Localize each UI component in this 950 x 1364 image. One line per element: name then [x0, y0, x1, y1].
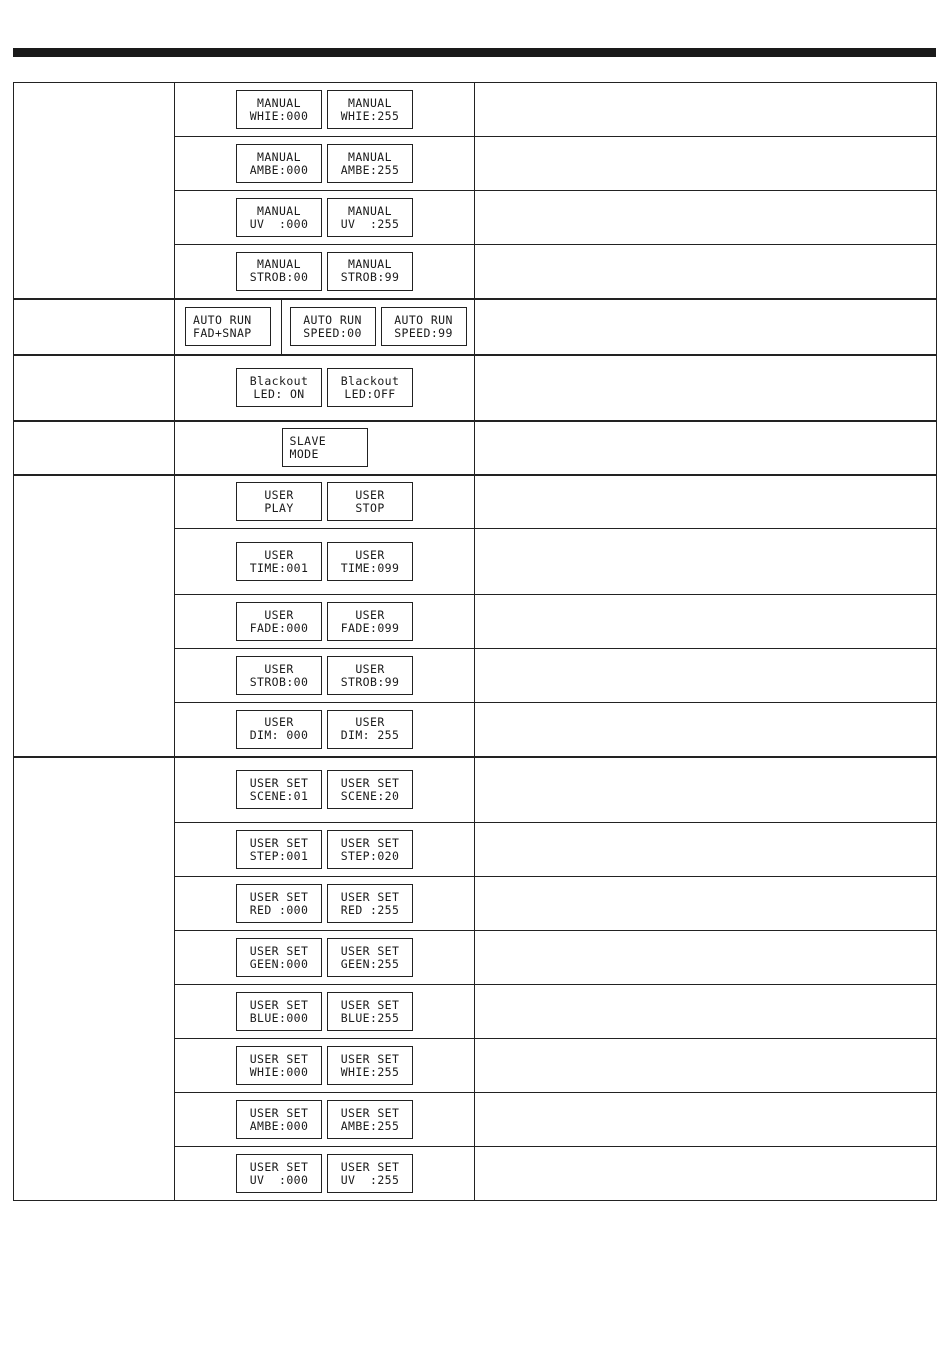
lcd-line-bottom: SCENE:01: [249, 788, 309, 803]
lcd-line-bottom: MODE: [289, 446, 319, 461]
lcd-line-top: USER SET: [340, 1051, 400, 1066]
lcd-display: [236, 656, 322, 695]
lcd-line-top: AUTO RUN: [394, 312, 453, 327]
lcd-line-top: USER SET: [249, 889, 309, 904]
display-cell: [175, 191, 475, 245]
header-bar: [13, 48, 936, 57]
lcd-line-top: MANUAL: [257, 95, 301, 110]
lcd-line-bottom: STROB:99: [340, 270, 400, 285]
lcd-line-bottom: BLUE:000: [249, 1010, 309, 1025]
lcd-display: [236, 542, 322, 581]
lcd-line-top: AUTO RUN: [303, 312, 362, 327]
lcd-display: [236, 1154, 322, 1193]
display-cell: [175, 83, 475, 137]
lcd-line-top: Blackout: [340, 373, 400, 388]
display-cell: [175, 931, 475, 985]
display-cell: [175, 757, 475, 823]
lcd-display: [236, 90, 322, 129]
description-cell: [475, 421, 937, 475]
lcd-line-top: USER: [355, 487, 385, 502]
lcd-display: [236, 1100, 322, 1139]
lcd-line-top: USER SET: [249, 1159, 309, 1174]
lcd-line-bottom: STROB:00: [249, 674, 309, 689]
lcd-display: [327, 90, 413, 129]
lcd-display: [236, 368, 322, 407]
lcd-line-top: USER: [264, 607, 294, 622]
lcd-line-bottom: RED :255: [340, 902, 400, 917]
lcd-display: [236, 252, 322, 291]
lcd-display: [236, 884, 322, 923]
display-cell: [175, 1147, 475, 1201]
lcd-display: [236, 710, 322, 749]
lcd-line-bottom: STEP:001: [249, 848, 309, 863]
display-cell: [175, 299, 475, 355]
lcd-display: [236, 198, 322, 237]
lcd-line-bottom: TIME:099: [340, 560, 400, 575]
table-row: [14, 355, 937, 421]
description-cell: [475, 931, 937, 985]
lcd-display: [327, 144, 413, 183]
lcd-display: [185, 307, 271, 346]
lcd-line-top: MANUAL: [348, 149, 392, 164]
lcd-line-top: USER: [355, 547, 385, 562]
lcd-line-top: USER SET: [249, 775, 309, 790]
lcd-line-top: MANUAL: [257, 203, 301, 218]
function-cell: [14, 83, 175, 299]
lcd-display: [327, 542, 413, 581]
lcd-line-bottom: STEP:020: [340, 848, 400, 863]
lcd-display: [236, 482, 322, 521]
lcd-display: [327, 368, 413, 407]
lcd-line-bottom: AMBE:000: [249, 162, 309, 177]
lcd-display: [381, 307, 467, 346]
description-cell: [475, 83, 937, 137]
lcd-line-top: USER: [355, 607, 385, 622]
description-cell: [475, 985, 937, 1039]
lcd-line-bottom: GEEN:000: [249, 956, 309, 971]
lcd-line-bottom: BLUE:255: [340, 1010, 400, 1025]
display-cell: [175, 703, 475, 757]
lcd-line-top: MANUAL: [257, 257, 301, 272]
lcd-line-bottom: AMBE:000: [249, 1118, 309, 1133]
lcd-line-bottom: SPEED:00: [303, 325, 362, 340]
table-row: [14, 299, 937, 355]
lcd-display: [327, 938, 413, 977]
lcd-line-top: USER: [264, 547, 294, 562]
lcd-line-top: USER SET: [249, 1105, 309, 1120]
lcd-line-bottom: UV :000: [249, 216, 309, 231]
lcd-line-bottom: TIME:001: [249, 560, 309, 575]
display-cell: [175, 355, 475, 421]
lcd-line-top: USER SET: [340, 889, 400, 904]
lcd-display: [327, 992, 413, 1031]
table-row: [14, 421, 937, 475]
description-cell: [475, 475, 937, 529]
lcd-line-bottom: FADE:099: [340, 620, 400, 635]
description-cell: [475, 595, 937, 649]
lcd-display: [327, 884, 413, 923]
lcd-line-bottom: WHIE:255: [340, 1064, 400, 1079]
lcd-line-bottom: SCENE:20: [340, 788, 400, 803]
lcd-line-bottom: AMBE:255: [340, 162, 400, 177]
lcd-line-top: MANUAL: [348, 203, 392, 218]
lcd-display: [327, 1154, 413, 1193]
lcd-line-top: USER: [264, 487, 294, 502]
lcd-line-top: USER SET: [249, 997, 309, 1012]
lcd-display: [327, 1046, 413, 1085]
function-cell: [14, 299, 175, 355]
lcd-line-top: USER: [355, 715, 385, 730]
description-cell: [475, 703, 937, 757]
description-cell: [475, 649, 937, 703]
display-cell: [175, 985, 475, 1039]
function-cell: [14, 757, 175, 1201]
lcd-line-bottom: WHIE:000: [249, 108, 309, 123]
lcd-line-bottom: UV :255: [340, 1172, 400, 1187]
display-cell: [175, 1093, 475, 1147]
lcd-display: [327, 482, 413, 521]
lcd-line-top: MANUAL: [348, 257, 392, 272]
lcd-line-bottom: AMBE:255: [340, 1118, 400, 1133]
description-cell: [475, 529, 937, 595]
lcd-line-bottom: FADE:000: [249, 620, 309, 635]
menu-table: [13, 82, 937, 1201]
description-cell: [475, 191, 937, 245]
description-cell: [475, 137, 937, 191]
display-cell: [175, 649, 475, 703]
lcd-line-bottom: RED :000: [249, 902, 309, 917]
display-cell: [175, 245, 475, 299]
lcd-line-top: USER SET: [340, 1159, 400, 1174]
lcd-display: [236, 992, 322, 1031]
display-cell: [175, 475, 475, 529]
description-cell: [475, 757, 937, 823]
function-cell: [14, 421, 175, 475]
lcd-line-top: USER SET: [249, 943, 309, 958]
lcd-display: [236, 830, 322, 869]
lcd-display: [327, 252, 413, 291]
lcd-display: [327, 1100, 413, 1139]
lcd-display: [327, 770, 413, 809]
lcd-line-bottom: STROB:99: [340, 674, 400, 689]
lcd-display: [290, 307, 376, 346]
lcd-display: [327, 656, 413, 695]
lcd-line-top: MANUAL: [348, 95, 392, 110]
lcd-line-top: USER: [264, 661, 294, 676]
description-cell: [475, 877, 937, 931]
display-cell: [175, 529, 475, 595]
lcd-line-bottom: STROB:00: [249, 270, 309, 285]
table-row: [14, 757, 937, 823]
lcd-line-bottom: STOP: [355, 500, 385, 515]
lcd-line-bottom: UV :000: [249, 1172, 309, 1187]
lcd-line-top: USER SET: [340, 1105, 400, 1120]
lcd-line-top: Blackout: [249, 373, 309, 388]
lcd-line-top: MANUAL: [257, 149, 301, 164]
lcd-line-top: USER SET: [340, 775, 400, 790]
description-cell: [475, 299, 937, 355]
display-cell: [175, 421, 475, 475]
description-cell: [475, 1093, 937, 1147]
lcd-line-bottom: UV :255: [340, 216, 400, 231]
lcd-line-top: USER: [264, 715, 294, 730]
lcd-line-top: SLAVE: [289, 433, 327, 448]
lcd-line-bottom: LED:OFF: [344, 386, 396, 401]
lcd-line-bottom: SPEED:99: [394, 325, 453, 340]
lcd-display: [236, 938, 322, 977]
lcd-display: [236, 770, 322, 809]
table-row: [14, 475, 937, 529]
lcd-display: [236, 1046, 322, 1085]
lcd-line-bottom: WHIE:000: [249, 1064, 309, 1079]
lcd-display: [327, 710, 413, 749]
lcd-line-top: USER SET: [340, 835, 400, 850]
function-cell: [14, 355, 175, 421]
description-cell: [475, 1147, 937, 1201]
function-cell: [14, 475, 175, 757]
lcd-display: [327, 198, 413, 237]
description-cell: [475, 1039, 937, 1093]
lcd-display: [327, 830, 413, 869]
lcd-line-bottom: DIM: 255: [340, 728, 400, 743]
lcd-line-top: USER SET: [249, 835, 309, 850]
lcd-line-top: USER SET: [340, 943, 400, 958]
table-row: [14, 83, 937, 137]
lcd-display: [236, 144, 322, 183]
lcd-line-top: USER SET: [249, 1051, 309, 1066]
display-cell: [175, 137, 475, 191]
lcd-line-bottom: FAD+SNAP: [193, 325, 252, 340]
menu-table-container: [13, 82, 936, 1201]
lcd-line-bottom: LED: ON: [253, 386, 305, 401]
lcd-line-top: AUTO RUN: [193, 312, 252, 327]
description-cell: [475, 245, 937, 299]
lcd-display: [236, 602, 322, 641]
lcd-line-bottom: DIM: 000: [249, 728, 309, 743]
description-cell: [475, 355, 937, 421]
lcd-line-top: USER SET: [340, 997, 400, 1012]
display-cell: [175, 1039, 475, 1093]
display-cell: [175, 823, 475, 877]
lcd-display: [282, 428, 368, 467]
lcd-line-bottom: WHIE:255: [340, 108, 400, 123]
description-cell: [475, 823, 937, 877]
lcd-line-top: USER: [355, 661, 385, 676]
lcd-line-bottom: GEEN:255: [340, 956, 400, 971]
display-cell: [175, 595, 475, 649]
lcd-line-bottom: PLAY: [264, 500, 294, 515]
display-cell: [175, 877, 475, 931]
lcd-display: [327, 602, 413, 641]
